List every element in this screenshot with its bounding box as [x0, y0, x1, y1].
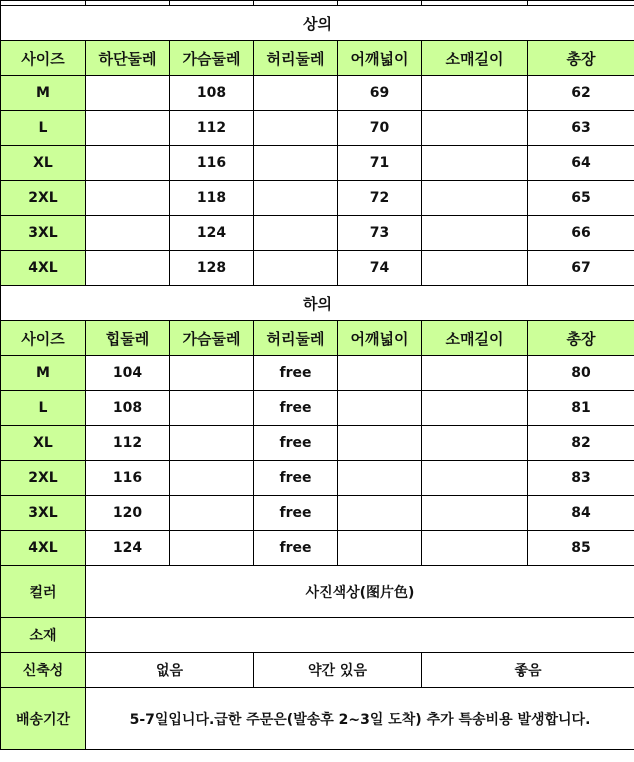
header-shoulder: 어깨넓이: [338, 41, 422, 76]
header-length: 총장: [528, 321, 634, 356]
table-cell: [254, 76, 338, 111]
stretch-option-none: 없음: [86, 653, 254, 688]
table-cell: [422, 426, 528, 461]
shipping-label: 배송기간: [1, 688, 86, 750]
table-cell: 71: [338, 146, 422, 181]
table-row: [1, 76, 634, 111]
table-cell: 66: [528, 216, 634, 251]
size-cell: 3XL: [1, 496, 86, 531]
table-row: [1, 461, 634, 496]
table-cell: 70: [338, 111, 422, 146]
table-cell: free: [254, 391, 338, 426]
size-cell: 4XL: [1, 531, 86, 566]
table-row: [1, 426, 634, 461]
table-cell: [254, 251, 338, 286]
material-row: [1, 618, 634, 653]
table-cell: [254, 111, 338, 146]
table-cell: 120: [86, 496, 170, 531]
table-cell: [422, 111, 528, 146]
table-cell: [338, 391, 422, 426]
header-waist: 허리둘레: [254, 41, 338, 76]
size-cell: 2XL: [1, 461, 86, 496]
table-cell: 108: [170, 76, 254, 111]
table-cell: 112: [86, 426, 170, 461]
table-cell: 65: [528, 181, 634, 216]
table-row: [1, 111, 634, 146]
table-cell: 81: [528, 391, 634, 426]
table-row: [1, 496, 634, 531]
bottom-section-title: 하의: [1, 286, 634, 321]
table-cell: [254, 181, 338, 216]
table-cell: [422, 531, 528, 566]
bottom-section-title-row: [1, 286, 634, 321]
header-shoulder: 어깨넓이: [338, 321, 422, 356]
table-cell: [422, 146, 528, 181]
size-cell: 2XL: [1, 181, 86, 216]
shipping-value: 5-7일입니다.급한 주문은(발송후 2~3일 도착) 추가 특송비용 발생합니다.: [86, 688, 634, 750]
material-label: 소재: [1, 618, 86, 653]
table-row: [1, 181, 634, 216]
color-row: [1, 566, 634, 618]
table-cell: free: [254, 356, 338, 391]
table-cell: [422, 356, 528, 391]
table-cell: 72: [338, 181, 422, 216]
size-cell: 4XL: [1, 251, 86, 286]
table-cell: free: [254, 426, 338, 461]
size-cell: M: [1, 356, 86, 391]
table-cell: [86, 216, 170, 251]
table-row: [1, 391, 634, 426]
table-cell: 104: [86, 356, 170, 391]
table-cell: 83: [528, 461, 634, 496]
table-cell: free: [254, 461, 338, 496]
table-cell: [338, 426, 422, 461]
table-cell: 69: [338, 76, 422, 111]
table-cell: [86, 181, 170, 216]
table-cell: [422, 391, 528, 426]
table-cell: 124: [170, 216, 254, 251]
table-cell: 80: [528, 356, 634, 391]
header-hem: 하단둘레: [86, 41, 170, 76]
table-cell: [170, 356, 254, 391]
table-cell: 62: [528, 76, 634, 111]
table-cell: [422, 76, 528, 111]
table-cell: 128: [170, 251, 254, 286]
header-sleeve: 소매길이: [422, 41, 528, 76]
top-header-row: [1, 41, 634, 76]
table-cell: [170, 426, 254, 461]
header-waist: 허리둘레: [254, 321, 338, 356]
header-size: 사이즈: [1, 321, 86, 356]
table-cell: 116: [86, 461, 170, 496]
size-cell: 3XL: [1, 216, 86, 251]
size-cell: M: [1, 76, 86, 111]
stretch-label: 신축성: [1, 653, 86, 688]
table-cell: [170, 391, 254, 426]
table-cell: [422, 216, 528, 251]
table-cell: 118: [170, 181, 254, 216]
stretch-row: [1, 653, 634, 688]
material-value: [86, 618, 634, 653]
table-cell: 116: [170, 146, 254, 181]
table-cell: [86, 251, 170, 286]
table-cell: [170, 496, 254, 531]
table-cell: [338, 531, 422, 566]
table-cell: [422, 461, 528, 496]
header-chest: 가슴둘레: [170, 41, 254, 76]
table-cell: [338, 496, 422, 531]
table-cell: [170, 531, 254, 566]
table-row: [1, 216, 634, 251]
size-cell: XL: [1, 146, 86, 181]
header-size: 사이즈: [1, 41, 86, 76]
color-value: 사진색상(图片色): [86, 566, 634, 618]
table-row: [1, 356, 634, 391]
table-cell: [86, 111, 170, 146]
header-chest: 가슴둘레: [170, 321, 254, 356]
table-cell: [254, 216, 338, 251]
table-cell: [338, 461, 422, 496]
table-cell: [86, 146, 170, 181]
header-sleeve: 소매길이: [422, 321, 528, 356]
table-cell: 82: [528, 426, 634, 461]
table-cell: 73: [338, 216, 422, 251]
size-cell: L: [1, 391, 86, 426]
stretch-option-slight: 약간 있음: [254, 653, 422, 688]
table-cell: 108: [86, 391, 170, 426]
table-cell: free: [254, 531, 338, 566]
top-section-title-row: [1, 6, 634, 41]
bottom-header-row: [1, 321, 634, 356]
table-cell: 67: [528, 251, 634, 286]
table-row: [1, 251, 634, 286]
header-length: 총장: [528, 41, 634, 76]
table-cell: 84: [528, 496, 634, 531]
header-hip: 힙둘레: [86, 321, 170, 356]
table-cell: 74: [338, 251, 422, 286]
size-cell: L: [1, 111, 86, 146]
table-cell: [170, 461, 254, 496]
table-cell: 64: [528, 146, 634, 181]
table-cell: [254, 146, 338, 181]
table-cell: [86, 76, 170, 111]
shipping-row: [1, 688, 634, 750]
top-section-title: 상의: [1, 6, 634, 41]
table-cell: 112: [170, 111, 254, 146]
stretch-option-good: 좋음: [422, 653, 634, 688]
table-row: [1, 531, 634, 566]
table-cell: 85: [528, 531, 634, 566]
table-cell: [422, 251, 528, 286]
table-cell: [422, 496, 528, 531]
table-cell: free: [254, 496, 338, 531]
color-label: 컬러: [1, 566, 86, 618]
table-cell: 124: [86, 531, 170, 566]
table-cell: 63: [528, 111, 634, 146]
table-cell: [422, 181, 528, 216]
table-cell: [338, 356, 422, 391]
size-cell: XL: [1, 426, 86, 461]
table-row: [1, 146, 634, 181]
